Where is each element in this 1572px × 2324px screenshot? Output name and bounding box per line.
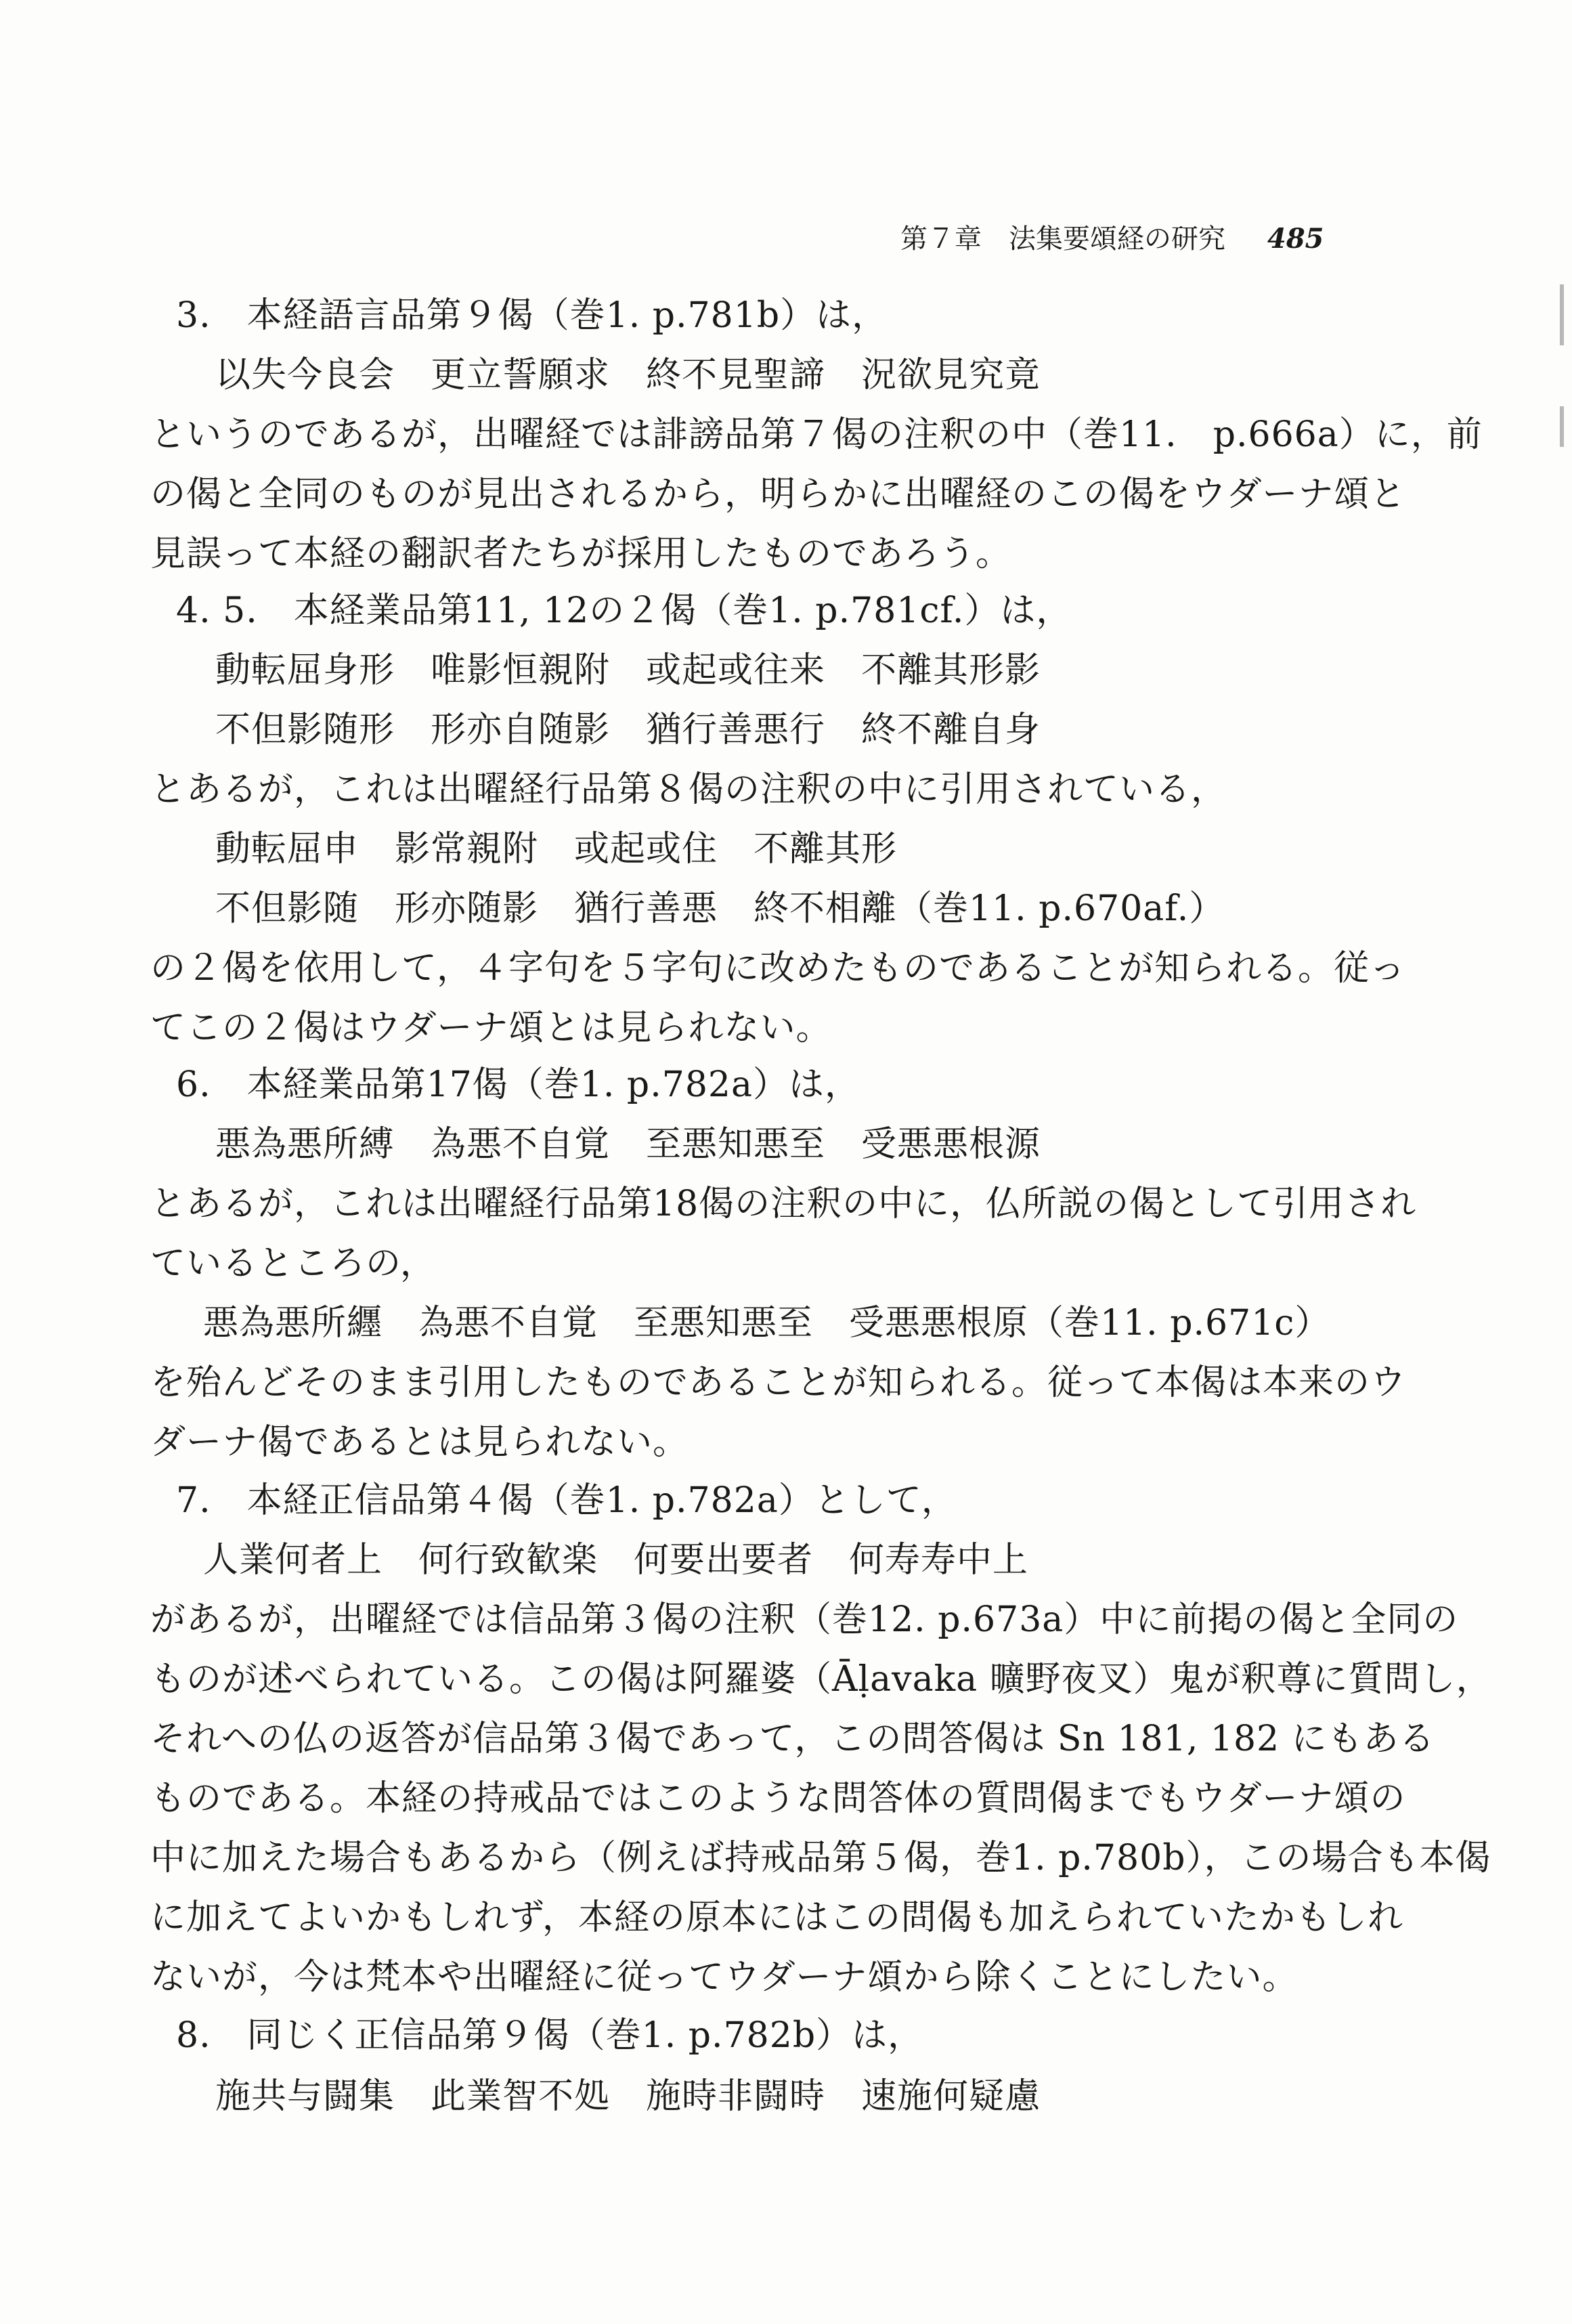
item-heading: 7. 本経正信品第４偈（巻1. p.782a）として，	[176, 1480, 957, 1521]
item-heading: 3. 本経語言品第９偈（巻1. p.781b）は，	[176, 295, 888, 336]
paragraph-line: があるが，出曜経では信品第３偈の注釈（巻12. p.673a）中に前掲の偈と全同の	[150, 1599, 1459, 1640]
verse-line: 悪為悪所縛 為悪不自覚 至悪知悪至 受悪悪根源	[215, 1124, 1041, 1165]
paragraph-line: というのであるが，出曜経では誹謗品第７偈の注釈の中（巻11. p.666a）に，前	[150, 414, 1483, 455]
paragraph-line: を殆んどそのまま引用したものであることが知られる。従って本偈は本来のウ	[150, 1362, 1407, 1403]
item-heading: 8. 同じく正信品第９偈（巻1. p.782b）は，	[176, 2015, 924, 2056]
paragraph-line: 中に加えた場合もあるから（例えば持戒品第５偈，巻1. p.780b），この場合も本偈	[150, 1838, 1491, 1878]
paragraph-line: の偈と全同のものが見出されるから，明らかに出曜経のこの偈をウダーナ頌と	[150, 474, 1406, 515]
verse-line: 不但影随形 形亦自随影 猶行善悪行 終不離自身	[215, 710, 1041, 750]
paragraph-line: それへの仏の返答が信品第３偈であって，この問答偈は Sn 181, 182 にもある	[150, 1719, 1435, 1759]
item-heading: 4. 5. 本経業品第11, 12の２偈（巻1. p.781cf.）は，	[176, 590, 1072, 631]
verse-line: 以失今良会 更立誓願求 終不見聖諦 況欲見究竟	[215, 355, 1041, 395]
paragraph-line: ているところの，	[150, 1243, 436, 1284]
verse-line: 悪為悪所纒 為悪不自覚 至悪知悪至 受悪悪根原（巻11. p.671c）	[203, 1303, 1331, 1343]
paragraph-line: てこの２偈はウダーナ頌とは見られない。	[150, 1008, 832, 1048]
scan-edge-mark	[1560, 284, 1564, 345]
scan-edge-mark	[1560, 406, 1564, 447]
paragraph-line: とあるが，これは出曜経行品第18偈の注釈の中に，仏所説の偈として引用され	[150, 1184, 1417, 1224]
page-number: 485	[1267, 223, 1324, 255]
item-heading: 6. 本経業品第17偈（巻1. p.782a）は，	[176, 1064, 860, 1105]
paragraph-line: ものが述べられている。この偈は阿羅婆（Āḷavaka 曠野夜叉）鬼が釈尊に質問し，	[150, 1659, 1492, 1700]
verse-line: 動転屈申 影常親附 或起或住 不離其形	[215, 829, 898, 869]
chapter-title: 第７章 法集要頌経の研究	[900, 223, 1225, 255]
verse-line: 人業何者上 何行致歓楽 何要出要者 何寿寿中上	[203, 1540, 1029, 1580]
verse-line: 施共与闘集 此業智不処 施時非闘時 速施何疑慮	[215, 2076, 1041, 2117]
paragraph-line: に加えてよいかもしれず，本経の原本にはこの問偈も加えられていたかもしれ	[150, 1897, 1403, 1938]
verse-line: 不但影随 形亦随影 猶行善悪 終不相離（巻11. p.670af.）	[215, 888, 1225, 929]
verse-line: 動転屈身形 唯影恒親附 或起或往来 不離其形影	[215, 650, 1041, 691]
paragraph-line: 見誤って本経の翻訳者たちが採用したものであろう。	[150, 534, 1012, 574]
paragraph-line: ダーナ偈であるとは見られない。	[150, 1422, 689, 1463]
paragraph-line: とあるが，これは出曜経行品第８偈の注釈の中に引用されている，	[150, 769, 1227, 810]
paragraph-line: の２偈を依用して，４字句を５字句に改めたものであることが知られる。従っ	[150, 948, 1405, 989]
paragraph-line: ものである。本経の持戒品ではこのような問答体の質問偈までもウダーナ頌の	[150, 1778, 1406, 1819]
paragraph-line: ないが，今は梵本や出曜経に従ってウダーナ頌から除くことにしたい。	[150, 1957, 1298, 1998]
